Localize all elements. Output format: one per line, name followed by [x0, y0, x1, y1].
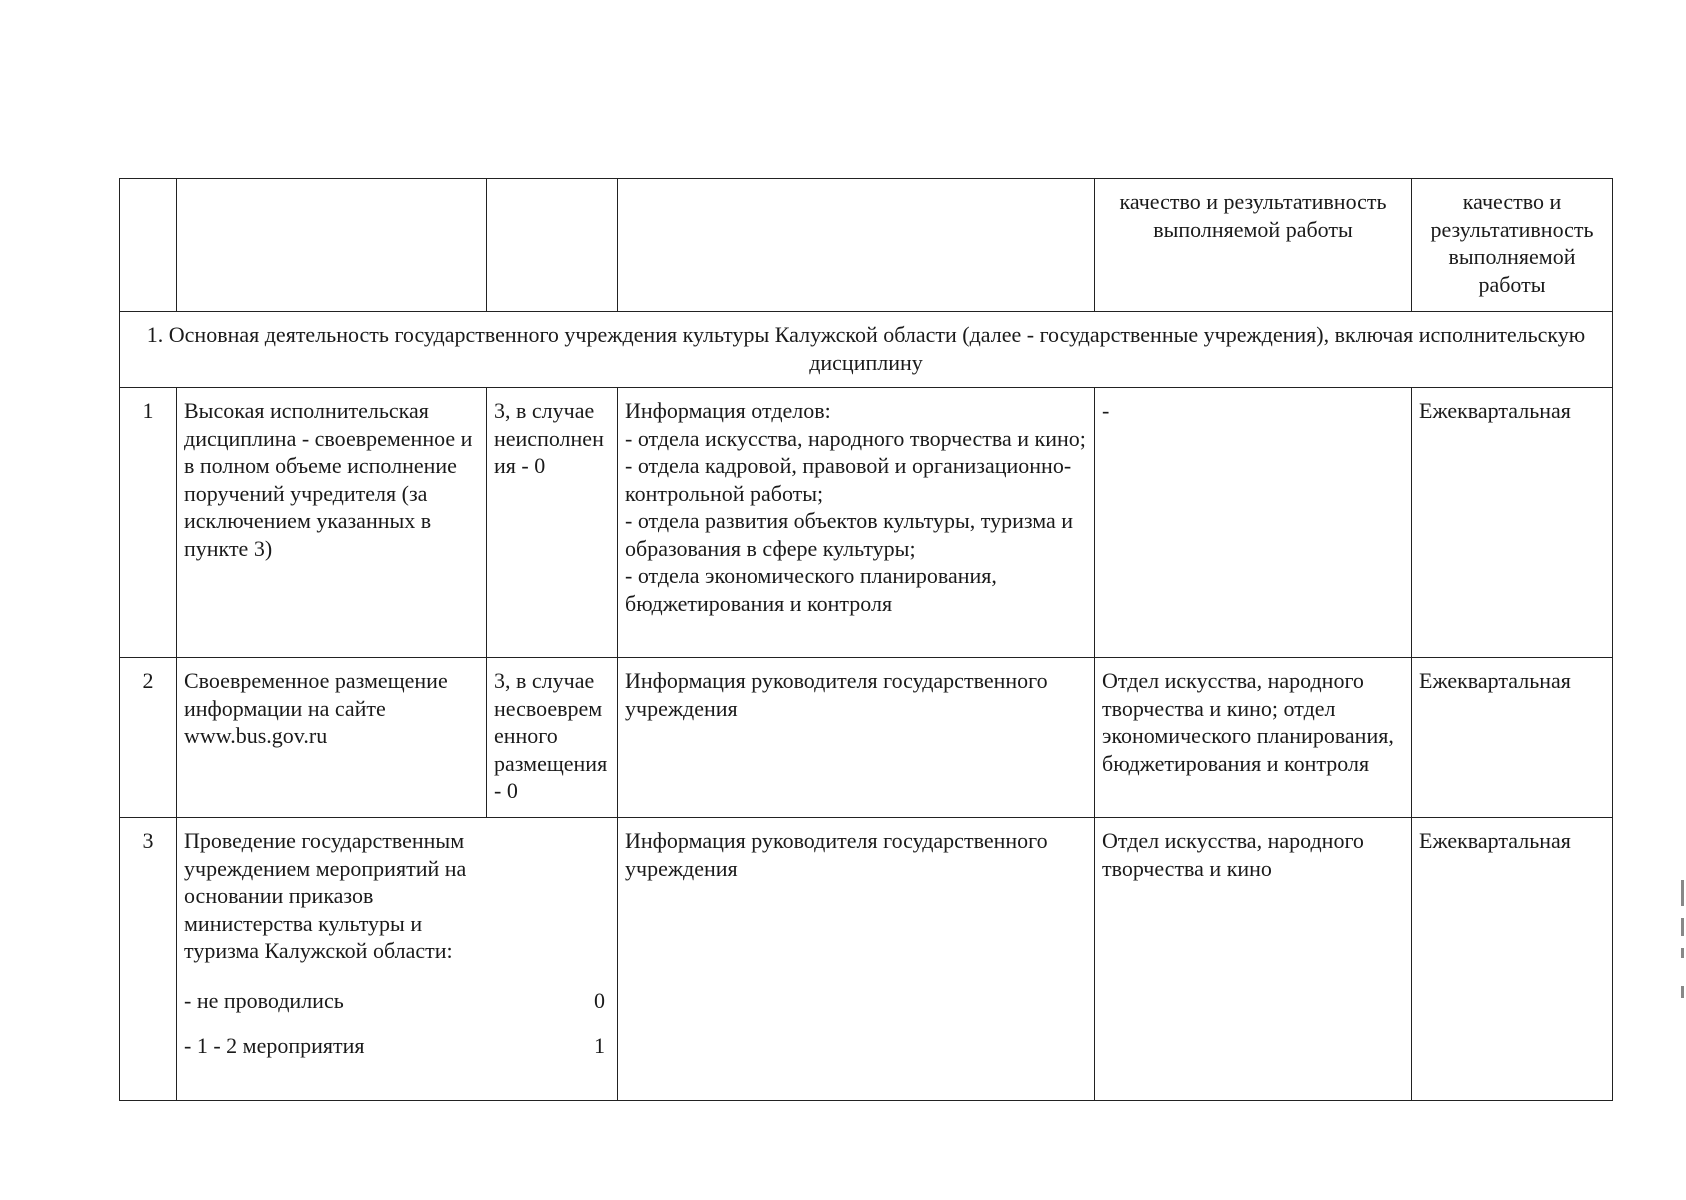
row-number: 1	[120, 388, 177, 658]
sub-item-label: - 1 - 2 мероприятия	[184, 1033, 365, 1058]
criterion-cell: Своевременное размещение информации на сайте www.bus.gov.ru	[177, 658, 487, 818]
frequency-cell: Ежеквартальная	[1412, 658, 1613, 818]
scan-edge-mark	[1681, 986, 1684, 998]
criterion-cell	[177, 818, 618, 1101]
section-title: 1. Основная деятельность государственного учреждения культуры Калужской области (далее - государственные учреждения), включая исполнительскую дисциплину	[120, 312, 1613, 388]
header-cell-frequency: качество и результативность выполняемой работы	[1412, 179, 1613, 312]
responsible-cell: Отдел искусства, народного творчества и кино	[1095, 818, 1412, 1101]
scan-edge-mark	[1681, 948, 1684, 958]
scan-edge-mark	[1681, 918, 1684, 936]
source-cell: Информация отделов: - отдела искусства, народного творчества и кино; - отдела кадровой, правовой и организационно-контрольной работы; - отдела развития объектов культуры, туризма и образования в сфере культуры; - отдела экономического планирования, бюджетирования и контроля	[618, 388, 1095, 658]
header-cell-source	[618, 179, 1095, 312]
sub-item-score: 1	[594, 1033, 605, 1058]
score-cell: 3, в случае неисполнения - 0	[487, 388, 618, 658]
source-cell: Информация руководителя государственного учреждения	[618, 818, 1095, 1101]
frequency-cell: Ежеквартальная	[1412, 388, 1613, 658]
responsible-cell: -	[1095, 388, 1412, 658]
criterion-text: Проведение государственным учреждением мероприятий на основании приказов министерства культуры и туризма Калужской области:	[184, 828, 467, 963]
header-cell-responsible: качество и результативность выполняемой работы	[1095, 179, 1412, 312]
table-row	[120, 388, 1613, 658]
frequency-cell: Ежеквартальная	[1412, 818, 1613, 1101]
header-row	[120, 179, 1613, 312]
sub-item	[184, 1032, 605, 1060]
table-row	[120, 818, 1613, 1101]
source-cell: Информация руководителя государственного учреждения	[618, 658, 1095, 818]
criteria-table	[119, 178, 1613, 1101]
section-row	[120, 312, 1613, 388]
header-cell-criterion	[177, 179, 487, 312]
sub-item-score: 0	[594, 987, 605, 1013]
sub-item	[184, 987, 605, 1015]
responsible-cell: Отдел искусства, народного творчества и кино; отдел экономического планирования, бюджетирования и контроля	[1095, 658, 1412, 818]
scan-edge-mark	[1681, 880, 1684, 906]
table-row	[120, 658, 1613, 818]
row-number: 3	[120, 818, 177, 1101]
header-cell-number	[120, 179, 177, 312]
score-cell: 3, в случае несвоевременного размещения - 0	[487, 658, 618, 818]
row-number: 2	[120, 658, 177, 818]
criterion-cell: Высокая исполнительская дисциплина - своевременное и в полном объеме исполнение поручений учредителя (за исключением указанных в пункте 3)	[177, 388, 487, 658]
sub-item-label: - не проводились	[184, 987, 344, 1013]
header-cell-score	[487, 179, 618, 312]
